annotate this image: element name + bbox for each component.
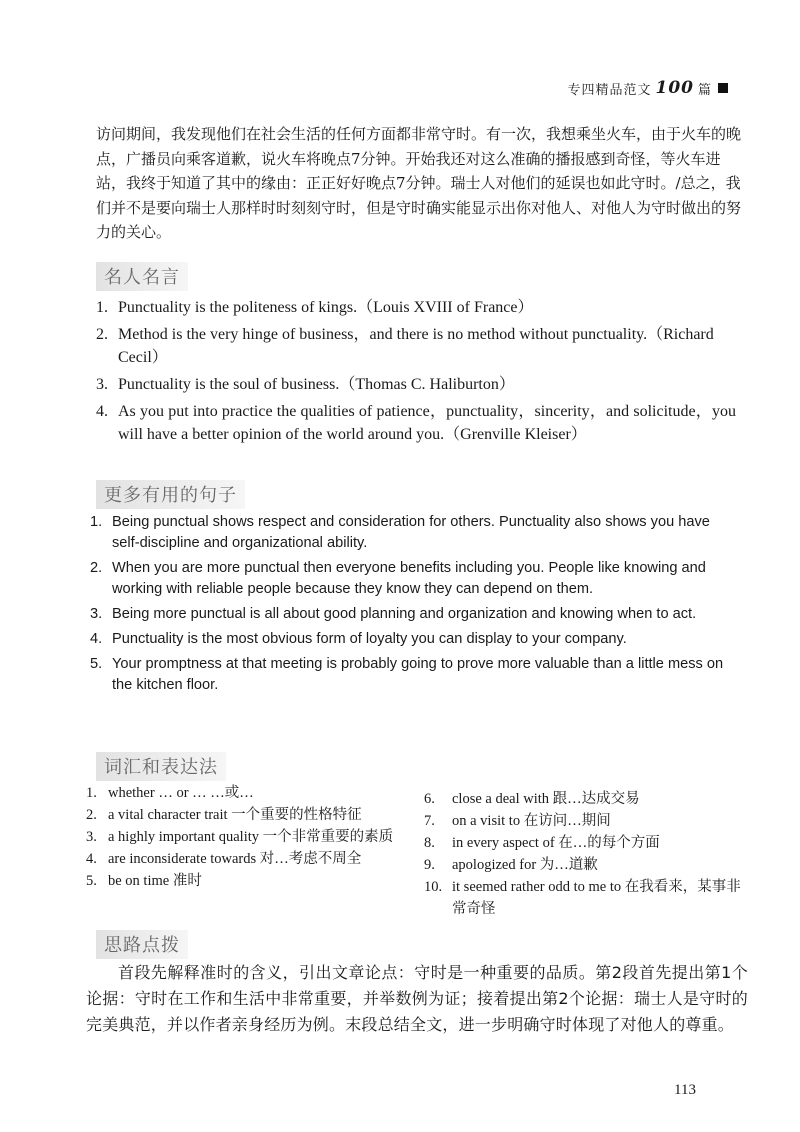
item-number: 8. <box>424 835 435 851</box>
item-number: 7. <box>424 813 435 829</box>
item-number: 2. <box>90 560 103 576</box>
list-item <box>86 804 396 826</box>
item-number: 4. <box>86 851 97 867</box>
item-number: 1. <box>86 785 97 801</box>
section-title-vocab: 词汇和表达法 <box>96 752 226 781</box>
item-number: 1. <box>96 299 108 316</box>
item-text: Your promptness at that meeting is probably going to prove more valuable than a little mess on the kitchen floor. <box>112 656 724 693</box>
item-text: a highly important quality 一个非常重要的素质 <box>108 829 394 845</box>
item-text: Punctuality is the soul of business.（Thomas C. Haliburton） <box>118 376 515 393</box>
item-text: be on time 准时 <box>108 873 202 889</box>
list-item <box>424 832 744 854</box>
item-number: 10. <box>424 879 443 895</box>
section-title-idea: 思路点拨 <box>96 930 188 959</box>
list-item <box>86 826 396 848</box>
item-text: on a visit to 在访问…期间 <box>452 813 611 829</box>
section-title-quotes: 名人名言 <box>96 262 188 291</box>
intro-paragraph: 访问期间，我发现他们在社会生活的任何方面都非常守时。有一次，我想乘坐火车，由于火车的晚点，广播员向乘客道歉，说火车将晚点7分钟。开始我还对这么准确的播报感到奇怪，等火车进站，我终于知道了其中的缘由：正正好好晚点7分钟。瑞士人对他们的延误也如此守时。/总之，我们并不是要向瑞士人那样时时刻刻守时，但是守时确实能显示出你对他人、对他人为守时做出的努力的关心。 <box>96 125 742 241</box>
item-number: 1. <box>90 514 103 530</box>
header-suffix: 篇 <box>697 82 712 98</box>
item-number: 3. <box>86 829 97 845</box>
item-text: Punctuality is the politeness of kings.（Louis XVIII of France） <box>118 299 534 316</box>
list-item <box>90 558 740 600</box>
list-item <box>90 512 740 554</box>
vocab-list-right <box>424 788 744 920</box>
item-text: When you are more punctual then everyone benefits including you. People like knowing and working with reliable people because they know they can depend on them. <box>112 560 706 597</box>
section-title-sentences: 更多有用的句子 <box>96 480 245 509</box>
item-text: As you put into practice the qualities of patience，punctuality，sincerity，and solicitude，you will have a better opinion of the world around you.（Grenville Kleiser） <box>118 403 736 443</box>
list-item <box>86 848 396 870</box>
item-text: Method is the very hinge of business，and there is no method without punctuality.（Richard Cecil） <box>118 326 714 366</box>
item-number: 4. <box>90 631 103 647</box>
item-number: 5. <box>86 873 97 889</box>
vocab-list-left <box>86 782 396 892</box>
page-number: 113 <box>674 1082 696 1098</box>
idea-paragraph: 首段先解释准时的含义，引出文章论点：守时是一种重要的品质。第2段首先提出第1个论据：守时在工作和生活中非常重要，并举数例为证；接着提出第2个论据：瑞士人是守时的完美典范，并以作者亲身经历为例。末段总结全文，进一步明确守时体现了对他人的尊重。 <box>86 963 748 1034</box>
item-text: close a deal with 跟…达成交易 <box>452 791 640 807</box>
item-number: 9. <box>424 857 435 873</box>
item-text: in every aspect of 在…的每个方面 <box>452 835 660 851</box>
item-text: whether … or … …或… <box>108 785 254 801</box>
list-item <box>90 629 740 650</box>
list-item <box>96 400 736 446</box>
quotes-list <box>96 296 736 450</box>
item-text: Being punctual shows respect and consideration for others. Punctuality also shows you have self-discipline and organizational ability. <box>112 514 710 551</box>
item-number: 3. <box>90 606 103 622</box>
list-item <box>86 782 396 804</box>
item-text: it seemed rather odd to me to 在我看来，某事非常奇怪 <box>452 879 741 917</box>
item-text: Being more punctual is all about good planning and organization and knowing when to act. <box>112 606 697 622</box>
item-number: 5. <box>90 656 103 672</box>
list-item <box>96 323 736 369</box>
list-item <box>86 870 396 892</box>
item-text: are inconsiderate towards 对…考虑不周全 <box>108 851 362 867</box>
list-item <box>96 373 736 396</box>
header-label: 专四精品范文 <box>567 82 652 98</box>
item-text: a vital character trait 一个重要的性格特征 <box>108 807 362 823</box>
list-item <box>424 876 744 920</box>
item-number: 2. <box>86 807 97 823</box>
header-number: 100 <box>655 78 694 98</box>
list-item <box>424 788 744 810</box>
list-item <box>90 654 740 696</box>
item-number: 3. <box>96 376 108 393</box>
item-number: 6. <box>424 791 435 807</box>
item-text: Punctuality is the most obvious form of loyalty you can display to your company. <box>112 631 627 647</box>
list-item <box>424 810 744 832</box>
sentences-list <box>90 512 740 700</box>
item-number: 4. <box>96 403 108 420</box>
running-header <box>567 78 728 98</box>
list-item <box>90 604 740 625</box>
item-text: apologized for 为…道歉 <box>452 857 598 873</box>
item-number: 2. <box>96 326 108 343</box>
list-item <box>424 854 744 876</box>
header-square-icon <box>718 83 728 93</box>
list-item <box>96 296 736 319</box>
